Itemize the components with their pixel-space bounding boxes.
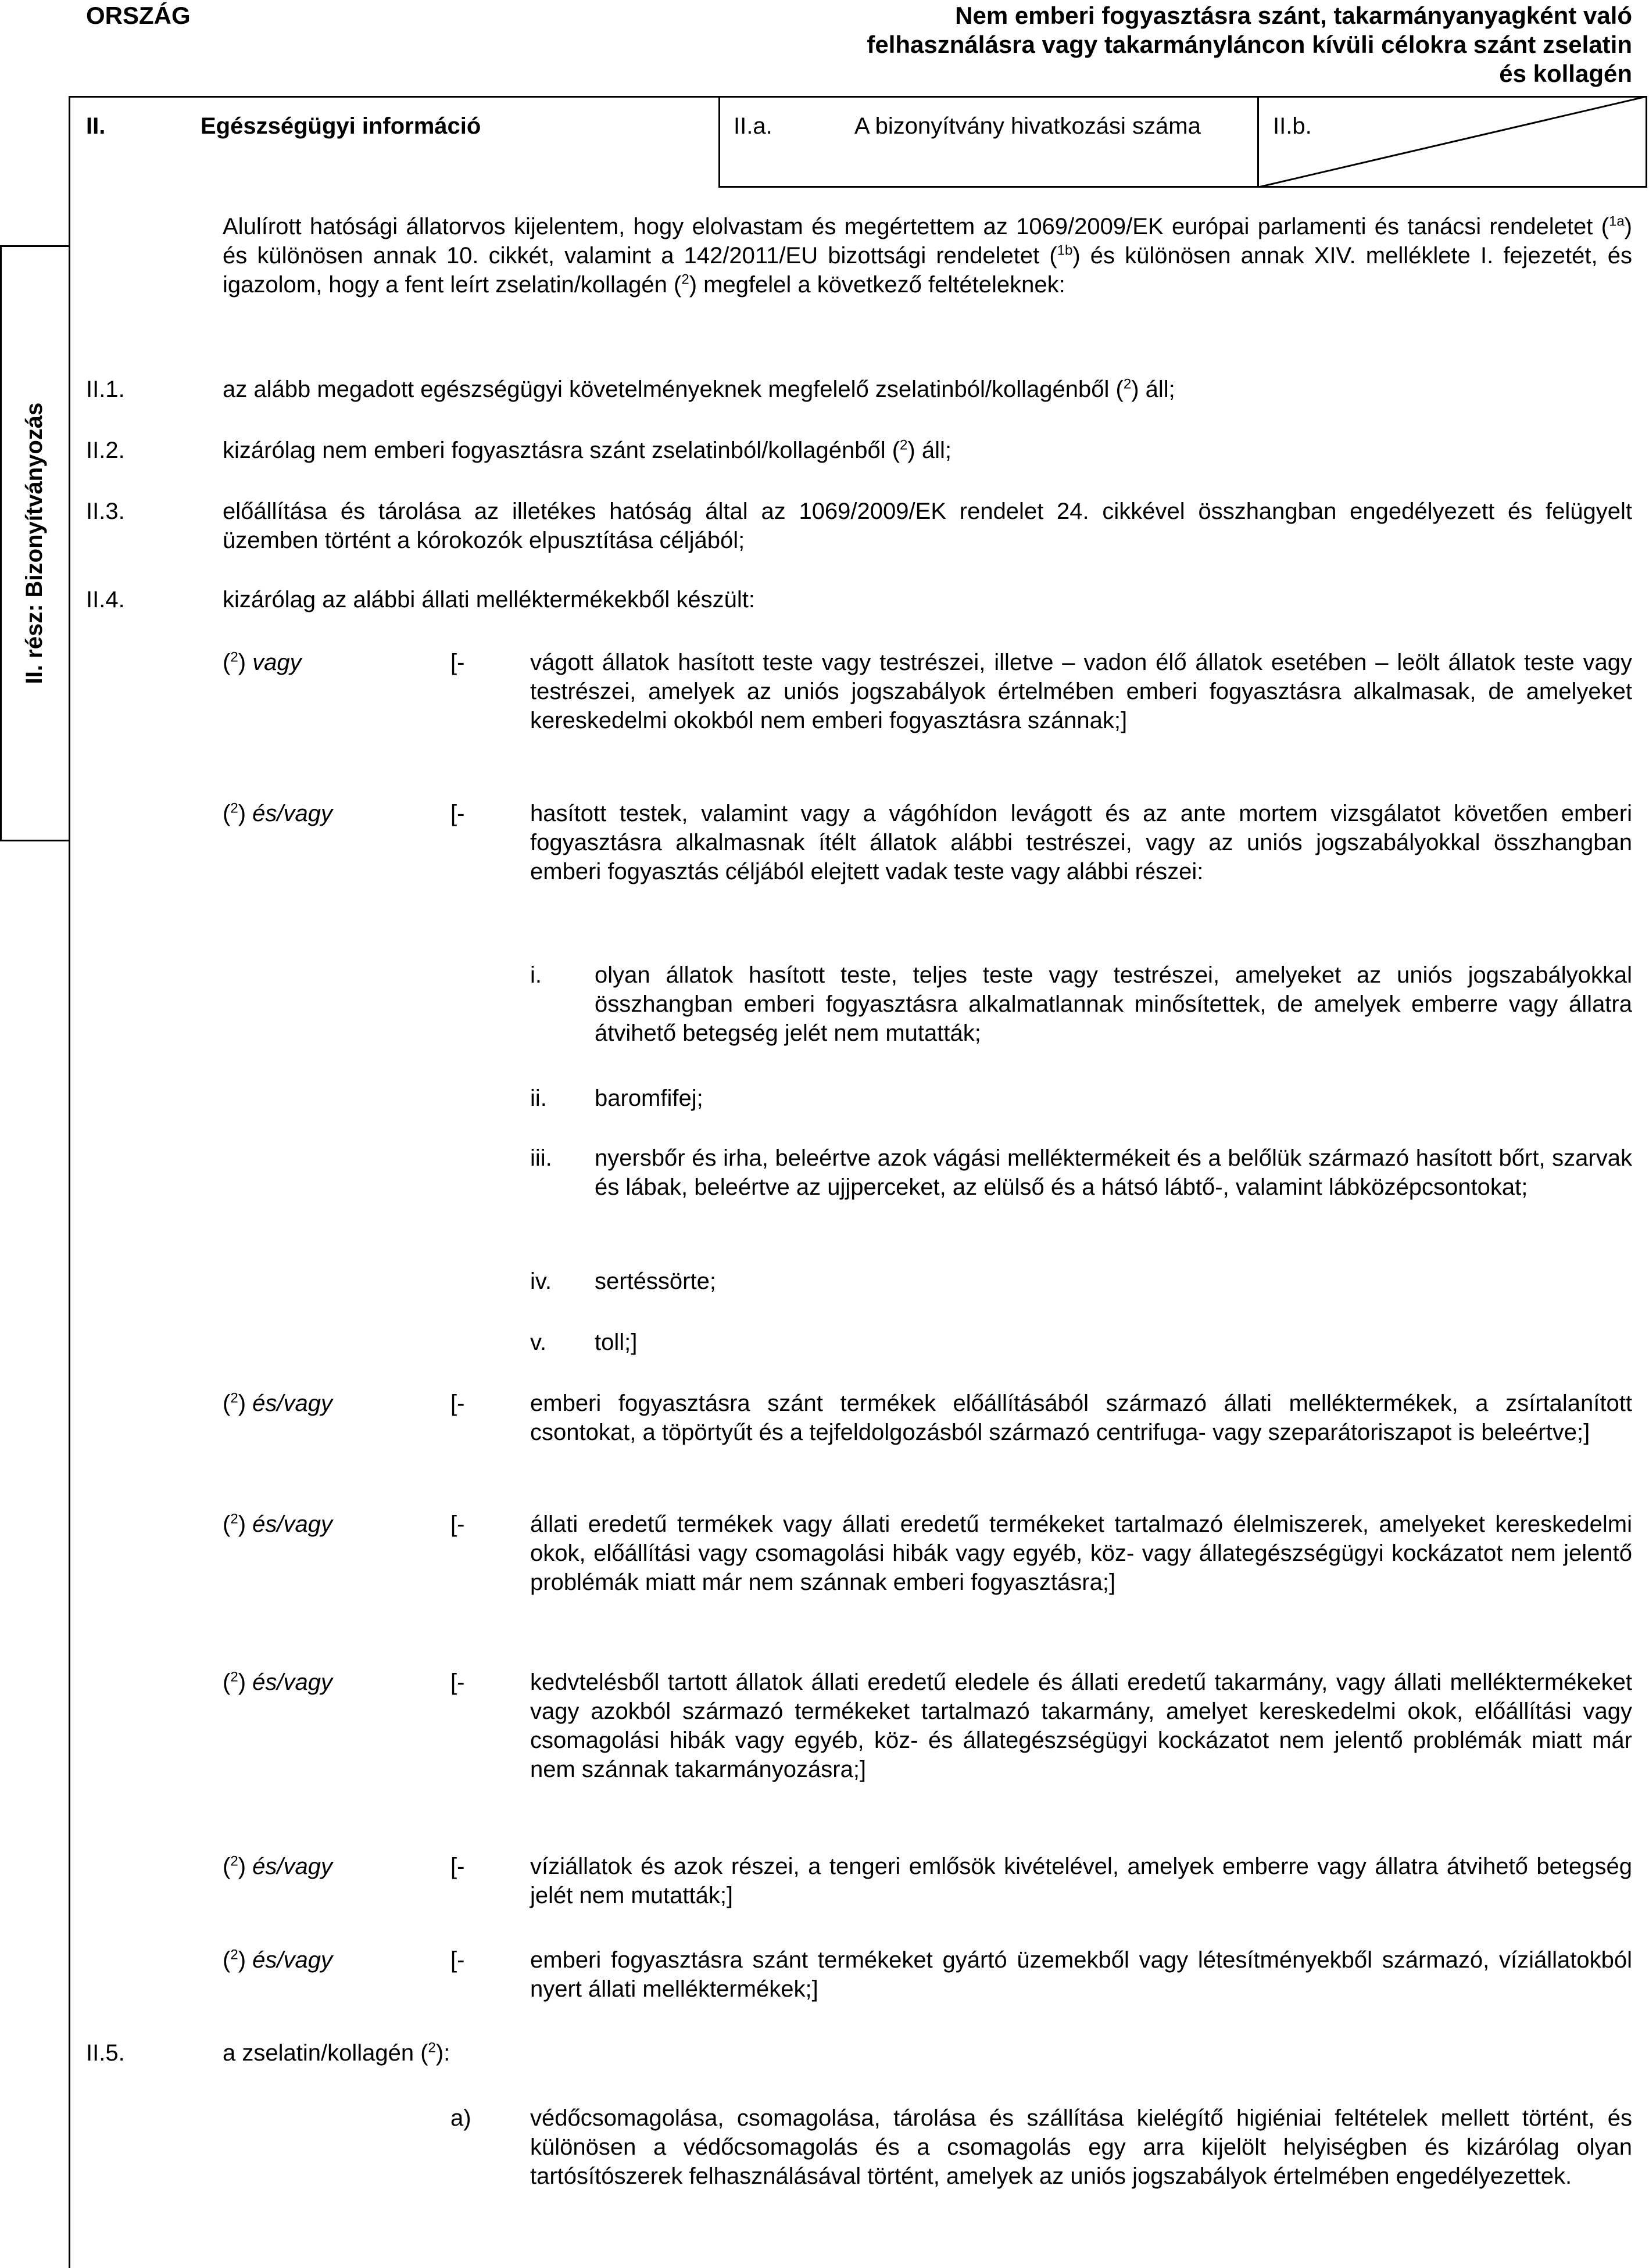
option-text: emberi fogyasztásra szánt termékek előállításából származó állati melléktermékek, a zsírtalanított csontokat, a töpörtyűt és a tejfeldolgozásból származó centrifuga- vagy szeparátoriszapot is beleértve;]: [530, 1391, 1632, 1445]
option-bracket: [-: [450, 1947, 465, 1973]
option-selector: ($^2$) és/vagy: [223, 800, 332, 826]
ref-b-diagonal-line: [1258, 96, 1647, 187]
ref-a-label: A bizonyítvány hivatkozási száma: [854, 113, 1201, 139]
item-number: II.5.: [86, 2040, 125, 2066]
country-label: ORSZÁG: [86, 2, 191, 29]
option-selector: ($^2$) és/vagy: [223, 1390, 332, 1416]
option-selector: ($^2$) és/vagy: [223, 1511, 332, 1537]
subitem-text: olyan állatok hasított teste, teljes teste vagy testrészei, amelyeket az uniós jogszabályokkal összhangban emberi fogyasztásra alkalmatlannak minősítettek, de amelyek emberre vagy állatra átvihető betegség jelét nem mutatták;: [595, 962, 1632, 1046]
side-label: II. rész: Bizonyítványozás: [22, 402, 47, 685]
option-selector: ($^2$) és/vagy: [223, 1669, 332, 1695]
item-text: előállítása és tárolása az illetékes hatóság által az 1069/2009/EK rendelet 24. cikkével összhangban engedélyezett és felügyelt üzemben történt a kórokozók elpusztítása céljából;: [223, 499, 1632, 553]
ref-a-code: II.a.: [734, 113, 772, 139]
subitem-text: védőcsomagolása, csomagolása, tárolása és szállítása kielégítő higiéniai feltételek mellett történt, és különösen a védőcsomagolás és a csomagolás egy arra kijelölt helyiségben és kizárólag olyan tartósítószerek felhasználásával történt, amelyek az uniós jogszabályok értelmében engedélyezettek.: [530, 2105, 1632, 2189]
subitem-text: sertéssörte;: [595, 1269, 716, 1294]
item-number: II.2.: [86, 438, 125, 463]
option-text: állati eredetű termékek vagy állati eredetű termékeket tartalmazó élelmiszerek, amelyeket kereskedelmi okok, előállítási vagy csomagolási hibák vagy egyéb, köz- vagy állategészségügyi kockázatot nem jelentő problémák miatt már nem szánnak emberi fogyasztásra;]: [530, 1511, 1632, 1595]
option-bracket: [-: [450, 801, 465, 826]
item-number: II.4.: [86, 587, 125, 612]
option-bracket: [-: [450, 1511, 465, 1537]
option-text: kedvtelésből tartott állatok állati eredetű eledele és állati eredetű takarmány, vagy állati melléktermékeket vagy azokból származó termékeket tartalmazó takarmány, amelyet kereskedelmi okok, előállítási vagy csomagolási hibák vagy egyéb, köz- és állategészségügyi kockázatot nem jelentő problémák miatt már nem szánnak takarmányozásra;]: [530, 1669, 1632, 1782]
option-bracket: [-: [450, 1391, 465, 1416]
option-bracket: [-: [450, 1669, 465, 1695]
subitem-text: nyersbőr és irha, beleértve azok vágási melléktermékeit és a belőlük származó hasított bőrt, szarvak és lábak, beleértve az ujjperceket, az elülső és a hátsó lábtő-, valamint lábközépcsontokat;: [595, 1145, 1632, 1200]
subitem-number: ii.: [530, 1085, 547, 1111]
section-number: II.: [86, 113, 106, 139]
section-title: Egészségügyi információ: [201, 113, 481, 139]
item-text: kizárólag nem emberi fogyasztásra szánt zselatinból/kollagénből ($^2$) áll;: [223, 437, 952, 463]
item-number: II.1.: [86, 377, 125, 402]
item-number: II.3.: [86, 499, 125, 524]
subitem-number: i.: [530, 962, 542, 988]
ref-a-left-border: [718, 96, 720, 188]
item-text: a zselatin/kollagén ($^2$):: [223, 2040, 450, 2066]
item-text: kizárólag az alábbi állati melléktermékekből készült:: [223, 587, 755, 612]
option-text: emberi fogyasztásra szánt termékeket gyártó üzemekből vagy létesítményekből származó, víziállatokból nyert állati melléktermékek;]: [530, 1947, 1632, 2002]
option-selector: ($^2$) és/vagy: [223, 1853, 332, 1879]
table-left-border: [69, 96, 70, 2268]
option-selector: ($^2$) és/vagy: [223, 1947, 332, 1973]
intro-paragraph: Alulírott hatósági állatorvos kijelentem, hogy elolvastam és megértettem az 1069/2009/EK európai parlamenti és tanácsi rendeletet ($^{1a}$) és különösen annak 10. cikkét, valamint a 142/2011/EU bizottsági rendeletet ($^{1b}$) és különösen annak XIV. melléklete I. fejezetét, és igazolom, hogy a fent leírt zselatin/kollagén ($^2$) megfelel a következő feltételeknek:: [223, 213, 1632, 298]
certificate-title: Nem emberi fogyasztásra szánt, takarmányanyagként való felhasználásra vagy takarmányláncon kívüli célokra szánt zselatin és kollagén: [867, 2, 1632, 87]
option-text: hasított testek, valamint vagy a vágóhídon levágott és az ante mortem vizsgálatot követően emberi fogyasztásra alkalmasnak ítélt állatok alábbi testrészei, vagy az uniós jogszabályokkal összhangban emberi fogyasztás céljából elejtett vadak teste vagy alábbi részei:: [530, 801, 1632, 884]
option-selector: ($^2$) vagy: [223, 649, 302, 675]
ref-b-code: II.b.: [1273, 113, 1312, 139]
item-text: az alább megadott egészségügyi követelményeknek megfelelő zselatinból/kollagénből ($^2$) áll;: [223, 376, 1175, 402]
option-bracket: [-: [450, 1854, 465, 1879]
subitem-text: toll;]: [595, 1330, 638, 1355]
subitem-number: iii.: [530, 1145, 552, 1171]
subitem-number: iv.: [530, 1269, 552, 1294]
subitem-text: baromfifej;: [595, 1085, 703, 1111]
subitem-number: a): [450, 2105, 471, 2131]
option-bracket: [-: [450, 650, 465, 675]
option-text: vágott állatok hasított teste vagy testrészei, illetve – vadon élő állatok esetében – leölt állatok teste vagy testrészei, amelyek az uniós jogszabályok értelmében emberi fogyasztásra alkalmasak, de amelyeket kereskedelmi okokból nem emberi fogyasztásra szánnak;]: [530, 650, 1632, 733]
option-text: víziállatok és azok részei, a tengeri emlősök kivételével, amelyek emberre vagy állatra átvihető betegség jelét nem mutatták;]: [530, 1854, 1632, 1908]
subitem-number: v.: [530, 1330, 547, 1355]
